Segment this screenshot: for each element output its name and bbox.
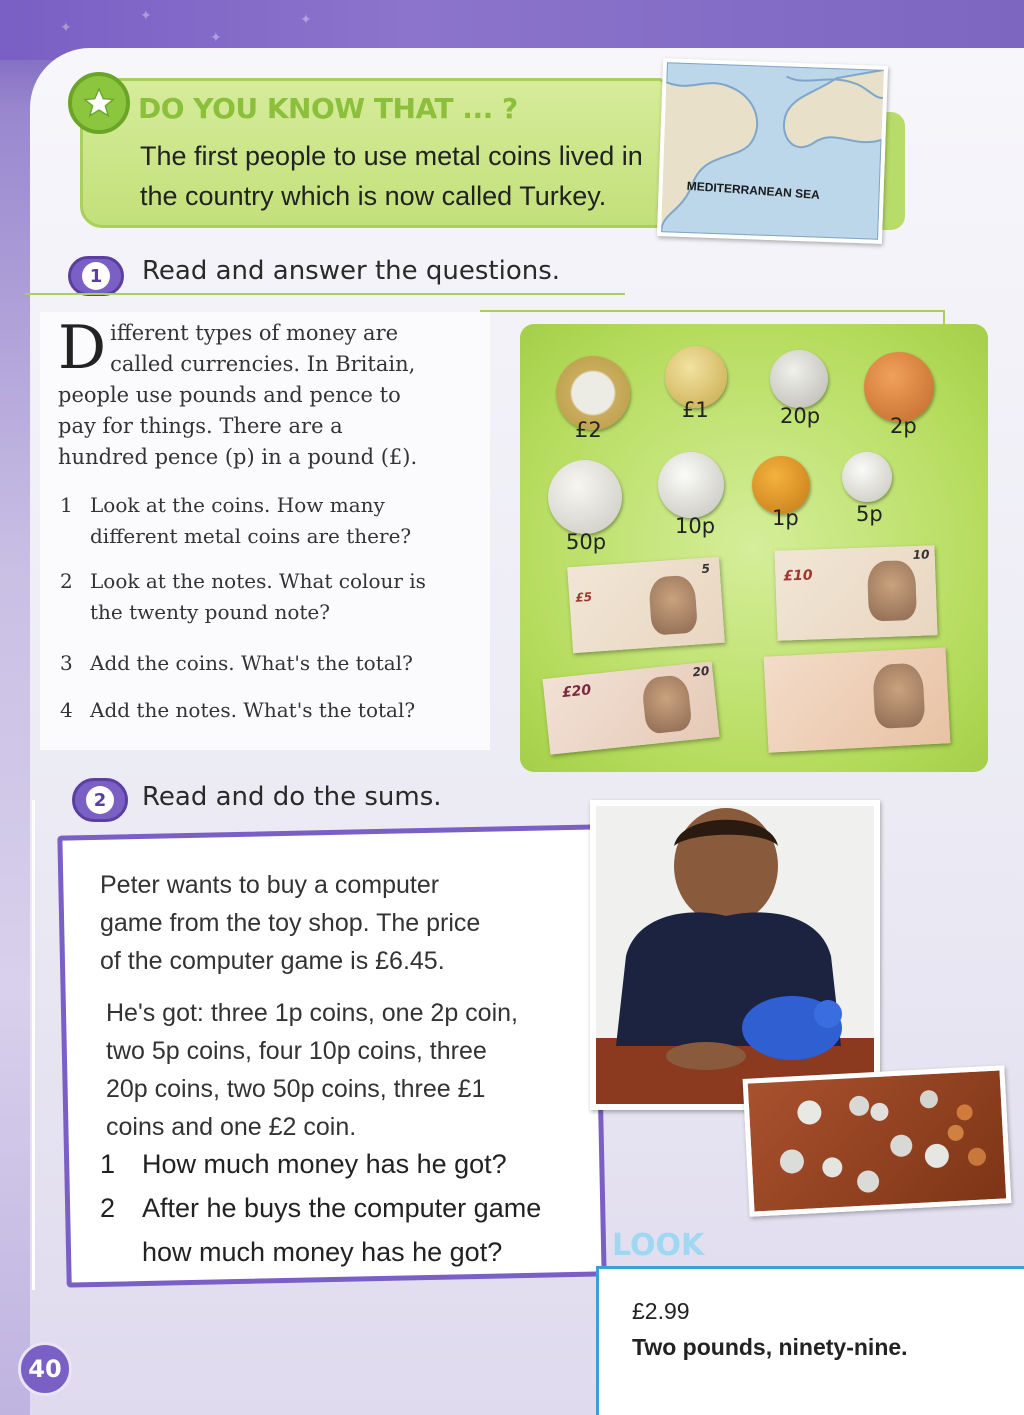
- fact-title: DO YOU KNOW THAT ... ?: [138, 92, 518, 125]
- star-icon: ✦: [60, 20, 72, 36]
- ten-pound-note: [774, 545, 937, 641]
- section-1-badge: [68, 256, 124, 296]
- question-text: the twenty pound note?: [90, 600, 330, 624]
- question-number: 2: [100, 1193, 116, 1223]
- question-number: 1: [100, 1149, 116, 1179]
- question-number: 3: [60, 651, 73, 675]
- story-line: of the computer game is £6.45.: [100, 947, 445, 975]
- ten-pence-coin-icon: [658, 452, 724, 518]
- map-drawing: [661, 62, 884, 239]
- story-line: 20p coins, two 50p coins, three £1: [106, 1075, 486, 1103]
- intro-text: ifferent types of money are called currencies. In Britain, people use pounds and pence to pay for things. There are a hundred pence (p) in a pound (£).: [58, 321, 418, 469]
- question-text: Add the notes. What's the total?: [90, 698, 416, 722]
- note-denomination: £20: [561, 682, 592, 702]
- question-text: Add the coins. What's the total?: [90, 651, 413, 675]
- look-title: LOOK: [612, 1228, 705, 1263]
- look-words: Two pounds, ninety-nine.: [632, 1334, 908, 1360]
- star-badge: [68, 72, 130, 134]
- fact-text: The first people to use metal coins lived in the country which is now called Turkey.: [140, 141, 643, 211]
- note-corner-mark: 5: [701, 561, 711, 577]
- boy-photo: [590, 800, 880, 1110]
- look-amount: £2.99: [632, 1298, 690, 1324]
- fifty-pound-note: [764, 647, 951, 752]
- note-corner-mark: 10: [912, 547, 930, 562]
- coin-label: 5p: [856, 502, 883, 526]
- queen-portrait-icon: [867, 560, 917, 622]
- coin-label: 2p: [890, 414, 917, 438]
- drop-cap: D: [58, 313, 107, 383]
- five-pence-coin-icon: [842, 452, 892, 502]
- question-text: Look at the coins. How many: [90, 493, 385, 517]
- note-corner-mark: 20: [691, 663, 710, 680]
- coin-label: £2: [575, 418, 602, 442]
- note-denomination: £5: [574, 589, 593, 605]
- coin-label: 20p: [780, 404, 821, 428]
- question-text: After he buys the computer game: [142, 1193, 542, 1223]
- coin-label: 50p: [566, 530, 607, 554]
- question-text: how much money has he got?: [142, 1237, 503, 1267]
- section-1-title: Read and answer the questions.: [142, 256, 561, 286]
- story-line: Peter wants to buy a computer: [100, 871, 440, 899]
- coin-label: 1p: [772, 506, 799, 530]
- story-line: coins and one £2 coin.: [106, 1113, 357, 1141]
- question-text: How much money has he got?: [142, 1149, 507, 1179]
- section-2-number: 2: [86, 786, 114, 814]
- boy-with-piggy-bank-illustration: [596, 806, 874, 1104]
- section-1-underline: [25, 293, 625, 295]
- star-icon: ✦: [300, 12, 312, 28]
- question-number: 1: [60, 493, 73, 517]
- question-3: [60, 648, 460, 679]
- star-icon: [82, 86, 116, 120]
- map-label: MEDITERRANEAN SEA: [686, 178, 821, 202]
- queen-portrait-icon: [641, 674, 693, 735]
- section-2-badge: [72, 778, 128, 822]
- twenty-pence-coin-icon: [770, 350, 828, 408]
- five-pound-note: [567, 557, 725, 653]
- section-1-number: 1: [82, 262, 110, 290]
- question-text: Look at the notes. What colour is: [90, 569, 426, 593]
- sum-question-2: [100, 1186, 590, 1274]
- coin-label: £1: [682, 398, 709, 422]
- story-line: He's got: three 1p coins, one 2p coin,: [106, 999, 518, 1027]
- queen-portrait-icon: [872, 663, 925, 730]
- question-4: [60, 695, 460, 726]
- fifty-pence-coin-icon: [548, 460, 622, 534]
- coin-label: 10p: [675, 514, 716, 538]
- coins-illustration: [748, 1070, 1006, 1211]
- story-line: two 5p coins, four 10p coins, three: [106, 1037, 487, 1065]
- question-text: different metal coins are there?: [90, 524, 412, 548]
- coins-on-table-photo: [743, 1065, 1012, 1217]
- story-paragraph-1: [100, 866, 580, 980]
- question-number: 4: [60, 698, 73, 722]
- margin-line: [32, 800, 35, 1290]
- question-number: 2: [60, 569, 73, 593]
- page-number: 40: [18, 1342, 72, 1396]
- sum-question-1: [100, 1142, 590, 1186]
- story-line: game from the toy shop. The price: [100, 909, 481, 937]
- queen-portrait-icon: [648, 575, 698, 636]
- section-2-title: Read and do the sums.: [142, 782, 442, 812]
- note-denomination: £10: [783, 567, 813, 585]
- map-image: [657, 58, 888, 244]
- star-icon: ✦: [140, 8, 152, 24]
- question-2: [60, 566, 460, 628]
- story-paragraph-2: [106, 994, 586, 1146]
- star-icon: ✦: [210, 30, 222, 46]
- intro-paragraph: [58, 313, 438, 473]
- question-1: [60, 490, 460, 552]
- two-pence-coin-icon: [864, 352, 934, 422]
